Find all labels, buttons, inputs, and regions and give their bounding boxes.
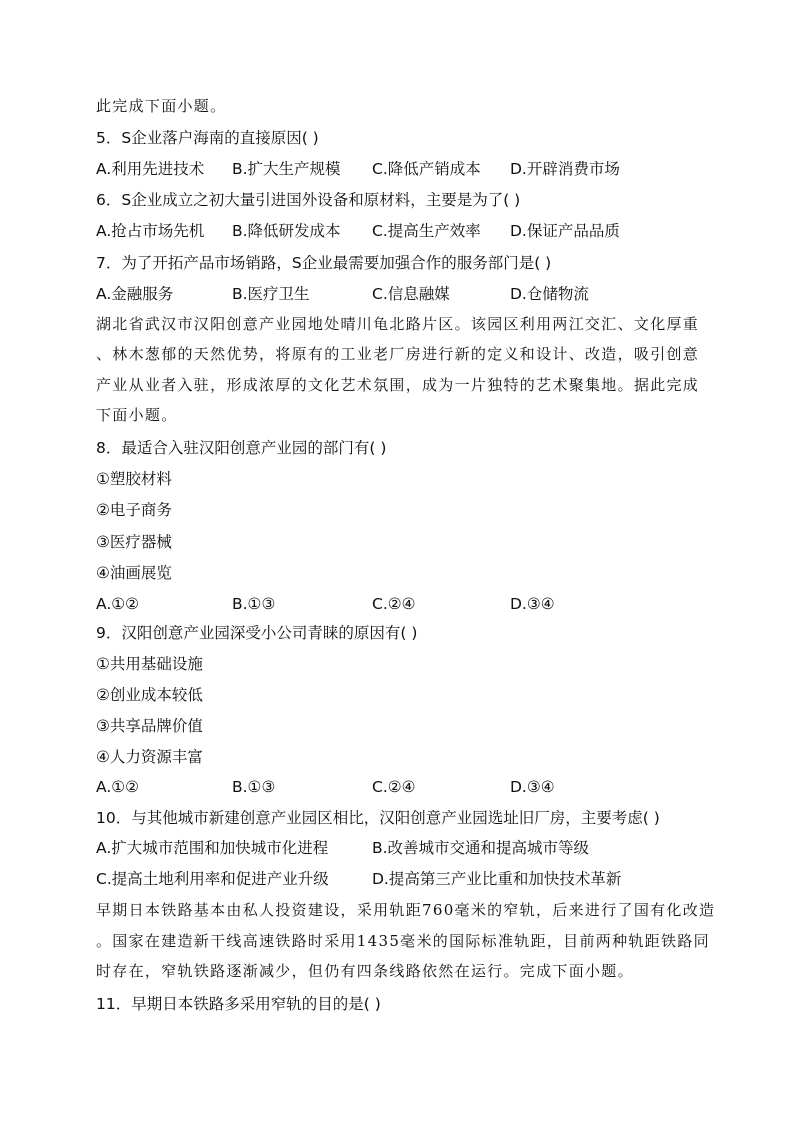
q10-option-c[interactable]: C.提高土地利用率和促进产业升级 (96, 870, 329, 888)
passage-3-line-1: 早期日本铁路基本由私人投资建设，采用轨距760毫米的窄轨，后来进行了国有化改造 (96, 901, 716, 919)
q10-option-a[interactable]: A.扩大城市范围和加快城市化进程 (96, 839, 329, 857)
q7-option-d[interactable]: D.仓储物流 (510, 285, 589, 303)
passage-2-line-4: 下面小题。 (96, 406, 178, 424)
q9-item-2: ②创业成本较低 (96, 686, 203, 704)
q9-item-4: ④人力资源丰富 (96, 748, 203, 766)
question-7-stem: 7．为了开拓产品市场销路，S企业最需要加强合作的服务部门是( ) (96, 254, 552, 272)
q9-option-b[interactable]: B.①③ (232, 778, 276, 796)
q5-option-d[interactable]: D.开辟消费市场 (510, 160, 620, 178)
q5-option-c[interactable]: C.降低产销成本 (372, 160, 481, 178)
q8-option-b[interactable]: B.①③ (232, 595, 276, 613)
q8-option-a[interactable]: A.①② (96, 595, 140, 613)
question-5-stem: 5．S企业落户海南的直接原因( ) (96, 129, 319, 147)
passage-2-line-3: 产业从业者入驻，形成浓厚的文化艺术氛围，成为一片独特的艺术聚集地。据此完成 (96, 376, 700, 394)
q7-option-a[interactable]: A.金融服务 (96, 285, 174, 303)
question-11-stem: 11．早期日本铁路多采用窄轨的目的是( ) (96, 995, 381, 1013)
q5-option-a[interactable]: A.利用先进技术 (96, 160, 205, 178)
q10-option-d[interactable]: D.提高第三产业比重和加快技术革新 (372, 870, 622, 888)
q7-option-b[interactable]: B.医疗卫生 (232, 285, 310, 303)
q7-option-c[interactable]: C.信息融媒 (372, 285, 450, 303)
q9-item-3: ③共享品牌价值 (96, 717, 203, 735)
question-8-stem: 8．最适合入驻汉阳创意产业园的部门有( ) (96, 439, 387, 457)
q6-option-d[interactable]: D.保证产品品质 (510, 222, 620, 240)
passage-2-line-1: 湖北省武汉市汉阳创意产业园地处晴川龟北路片区。该园区利用两江交汇、文化厚重 (96, 315, 700, 333)
passage-3-line-2: 。国家在建造新干线高速铁路时采用1435毫米的国际标准轨距，目前两种轨距铁路同 (96, 932, 710, 950)
q8-item-3: ③医疗器械 (96, 533, 172, 551)
q8-item-2: ②电子商务 (96, 501, 172, 519)
q9-option-a[interactable]: A.①② (96, 778, 140, 796)
q9-item-1: ①共用基础设施 (96, 655, 203, 673)
passage-tail: 此完成下面小题。 (96, 97, 227, 115)
q5-option-b[interactable]: B.扩大生产规模 (232, 160, 341, 178)
question-9-stem: 9．汉阳创意产业园深受小公司青睐的原因有( ) (96, 624, 418, 642)
q6-option-c[interactable]: C.提高生产效率 (372, 222, 481, 240)
q9-option-c[interactable]: C.②④ (372, 778, 416, 796)
q6-option-b[interactable]: B.降低研发成本 (232, 222, 341, 240)
q6-option-a[interactable]: A.抢占市场先机 (96, 222, 205, 240)
q10-option-b[interactable]: B.改善城市交通和提高城市等级 (372, 839, 590, 857)
q8-option-d[interactable]: D.③④ (510, 595, 555, 613)
question-6-stem: 6．S企业成立之初大量引进国外设备和原材料，主要是为了( ) (96, 191, 521, 209)
q8-item-1: ①塑胶材料 (96, 470, 172, 488)
q8-option-c[interactable]: C.②④ (372, 595, 416, 613)
question-10-stem: 10．与其他城市新建创意产业园区相比，汉阳创意产业园选址旧厂房，主要考虑( ) (96, 809, 660, 827)
q8-item-4: ④油画展览 (96, 564, 172, 582)
passage-2-line-2: 、林木葱郁的天然优势，将原有的工业老厂房进行新的定义和设计、改造，吸引创意 (96, 345, 700, 363)
passage-3-line-3: 时存在，窄轨铁路逐渐减少，但仍有四条线路依然在运行。完成下面小题。 (96, 962, 634, 980)
q9-option-d[interactable]: D.③④ (510, 778, 555, 796)
